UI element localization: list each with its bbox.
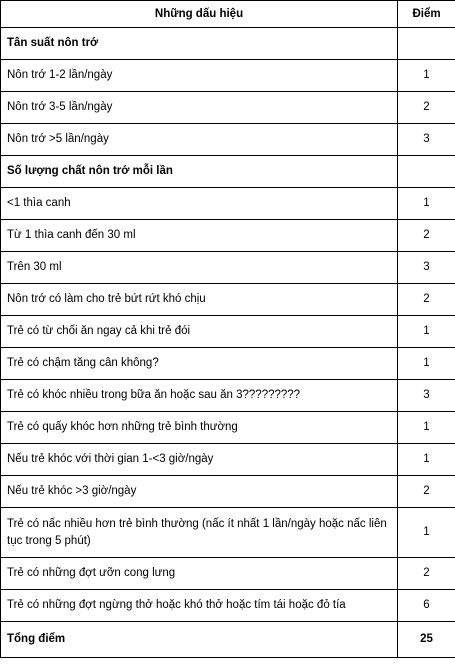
row-label: Nôn trớ 1-2 lần/ngày [1,60,398,92]
row-score: 1 [398,348,455,380]
table-row [1,444,455,476]
table-row [1,380,455,412]
row-score [398,28,455,60]
table-row [1,220,455,252]
table-row [1,92,455,124]
row-score: 2 [398,220,455,252]
row-label: <1 thìa canh [1,188,398,220]
row-label: Nếu trẻ khóc với thời gian 1-<3 giờ/ngày [1,444,398,476]
row-score: 1 [398,412,455,444]
row-score: 3 [398,252,455,284]
table-row [1,316,455,348]
table-row [1,590,455,622]
table-header-row [1,1,455,28]
row-score: 6 [398,590,455,622]
row-label: Trẻ có nấc nhiều hơn trẻ bình thường (nấc ít nhất 1 lần/ngày hoặc nấc liên tục trong 5 phút) [1,508,398,558]
row-score: 1 [398,60,455,92]
total-row [1,622,455,658]
row-label: Trên 30 ml [1,252,398,284]
row-score: 3 [398,380,455,412]
row-label: Nôn trớ 3-5 lần/ngày [1,92,398,124]
table-row [1,188,455,220]
row-label: Từ 1 thìa canh đến 30 ml [1,220,398,252]
row-label: Trẻ có những đợt ưỡn cong lưng [1,558,398,590]
header-score: Điểm [398,1,455,28]
table-row [1,28,455,60]
table-row [1,60,455,92]
table-row [1,124,455,156]
row-score: 1 [398,188,455,220]
row-score: 2 [398,558,455,590]
table-row [1,508,455,558]
row-score: 1 [398,508,455,558]
row-label: Trẻ có khóc nhiều trong bữa ăn hoặc sau ăn 3????????? [1,380,398,412]
table-row [1,558,455,590]
row-score: 2 [398,476,455,508]
row-score: 2 [398,284,455,316]
table-row [1,412,455,444]
table-row [1,156,455,188]
row-score: 2 [398,92,455,124]
row-score: 3 [398,124,455,156]
row-label: Trẻ có chậm tăng cân không? [1,348,398,380]
row-label: Số lượng chất nôn trớ mỗi lần [1,156,398,188]
row-label: Nôn trớ >5 lần/ngày [1,124,398,156]
table-row [1,348,455,380]
row-label: Trẻ có những đợt ngừng thở hoặc khó thở hoặc tím tái hoặc đỏ tía [1,590,398,622]
table-row [1,476,455,508]
row-label: Nôn trớ có làm cho trẻ bứt rứt khó chịu [1,284,398,316]
total-score: 25 [398,622,455,658]
header-signs: Những dấu hiệu [1,1,398,28]
table-row [1,284,455,316]
row-label: Nếu trẻ khóc >3 giờ/ngày [1,476,398,508]
table-row [1,252,455,284]
row-score [398,156,455,188]
row-score: 1 [398,444,455,476]
row-label: Trẻ có từ chối ăn ngay cả khi trẻ đói [1,316,398,348]
row-label: Tân suất nôn trớ [1,28,398,60]
row-label: Trẻ có quấy khóc hơn những trẻ bình thường [1,412,398,444]
row-score: 1 [398,316,455,348]
total-label: Tổng điểm [1,622,398,658]
